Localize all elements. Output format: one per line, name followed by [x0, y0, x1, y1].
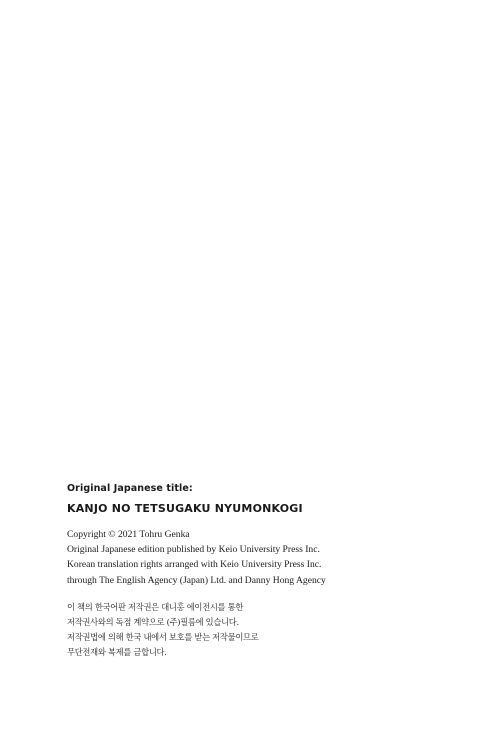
agency-line: through The English Agency (Japan) Ltd. and Danny Hong Agency — [67, 574, 326, 586]
original-title-label: Original Japanese title: — [67, 483, 193, 494]
translation-rights-line: Korean translation rights arranged with Keio University Press Inc. — [67, 559, 322, 571]
publisher-line: Original Japanese edition published by Keio University Press Inc. — [67, 544, 320, 556]
rights-statement — [67, 527, 487, 588]
korean-notice-line: 무단전재와 복제를 금합니다. — [67, 647, 167, 658]
korean-notice-line: 저작권사와의 독점 계약으로 (주)필름에 있습니다. — [67, 617, 239, 628]
korean-notice-line: 저작권법에 의해 한국 내에서 보호를 받는 저작물이므로 — [67, 632, 259, 643]
original-title: KANJO NO TETSUGAKU NYUMONKOGI — [67, 502, 303, 515]
korean-notice-line: 이 책의 한국어판 저작권은 대니홍 에이전시를 통한 — [67, 601, 244, 612]
copyright-line: Copyright © 2021 Tohru Genka — [67, 529, 190, 540]
korean-copyright-notice — [67, 600, 487, 661]
colophon-block — [67, 482, 487, 661]
